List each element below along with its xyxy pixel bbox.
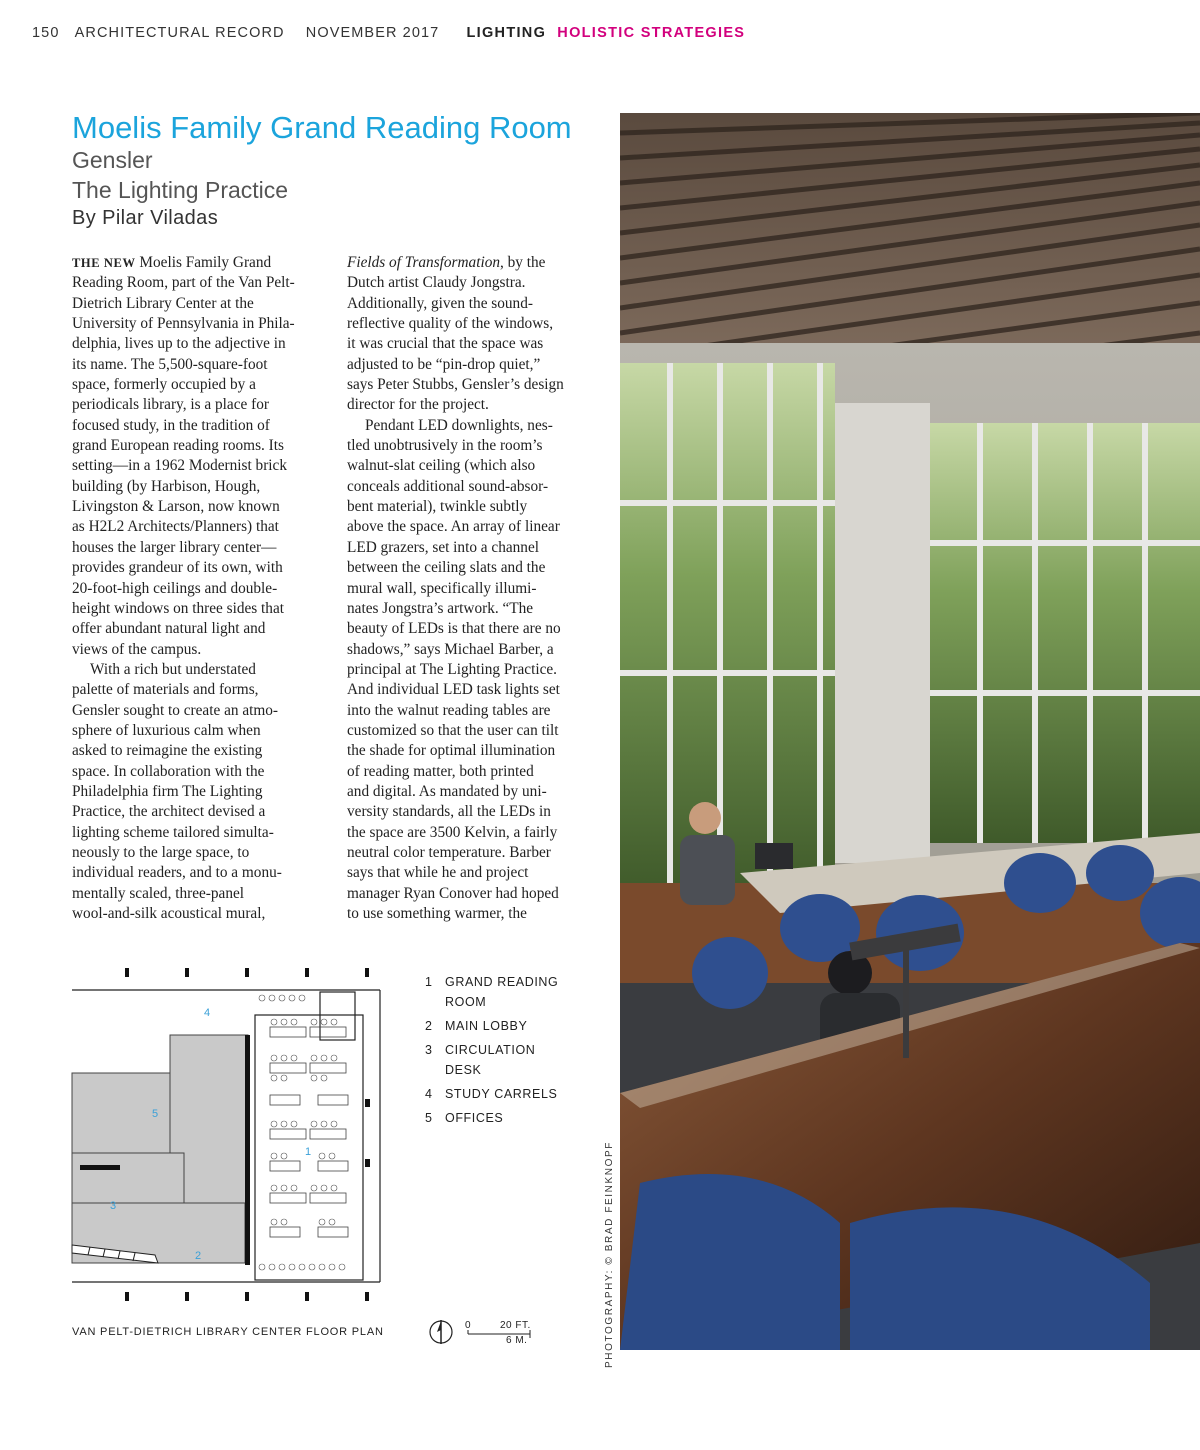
- reading-room-photo: [620, 113, 1200, 1350]
- floor-plan-legend: [425, 972, 605, 1132]
- page-number: 150: [32, 25, 60, 41]
- body-line: 20-foot-high ceilings and double-: [72, 579, 278, 597]
- body-line: it was crucial that the space was: [347, 335, 544, 353]
- architect-firm: Gensler: [72, 147, 153, 173]
- body-line: reflective quality of the windows,: [347, 315, 554, 333]
- body-line: the shade for optimal illumination: [347, 742, 556, 760]
- body-line: neously to the large space, to: [72, 843, 250, 861]
- legend-label: OFFICES: [445, 1111, 504, 1125]
- body-line: versity standards, all the LEDs in: [347, 803, 551, 821]
- body-line: says that while he and project: [347, 864, 529, 882]
- body-line: bent material), twinkle subtly: [347, 498, 528, 516]
- section-name: LIGHTING: [466, 25, 547, 41]
- running-header: [32, 25, 745, 45]
- floor-plan: [70, 965, 392, 1305]
- body-text: Moelis Family Grand: [135, 254, 272, 271]
- body-line: its name. The 5,500-square-foot: [72, 355, 268, 373]
- body-line: as H2L2 Architects/Planners) that: [72, 518, 279, 536]
- body-line: asked to reimagine the existing: [72, 742, 263, 760]
- room-label-4: 4: [204, 1007, 211, 1019]
- body-line: conceals additional sound-absor-: [347, 477, 549, 495]
- body-line: into the walnut reading tables are: [347, 701, 551, 719]
- publication-name: ARCHITECTURAL RECORD: [74, 25, 285, 41]
- scale-zero: 0: [465, 1320, 471, 1331]
- legend-number: 1: [425, 975, 433, 989]
- legend-label: GRAND READING ROOM: [445, 975, 559, 1009]
- body-line: above the space. An array of linear: [347, 518, 560, 536]
- reading-chairs: [259, 995, 345, 1270]
- photo-credit: PHOTOGRAPHY: © BRAD FEINKNOPF: [604, 1141, 615, 1368]
- legend-number: 2: [425, 1019, 433, 1033]
- body-line: space. In collaboration with the: [72, 762, 265, 780]
- body-line: Livingston & Larson, now known: [72, 498, 280, 516]
- subsection-name: HOLISTIC STRATEGIES: [557, 25, 746, 41]
- body-line: Additionally, given the sound-: [347, 294, 533, 312]
- body-column-1: [72, 253, 328, 924]
- artwork-title: Fields of Transformation: [347, 254, 500, 271]
- legend-number: 3: [425, 1043, 433, 1057]
- lighting-firm: The Lighting Practice: [72, 177, 289, 203]
- reading-room-illustration: [620, 113, 1200, 1350]
- body-line: between the ceiling slats and the: [347, 559, 546, 577]
- body-line: palette of materials and forms,: [72, 681, 259, 699]
- body-line: mural wall, specifically illumi-: [347, 579, 537, 597]
- room-label-5: 5: [152, 1108, 159, 1120]
- legend-number: 5: [425, 1111, 433, 1125]
- body-line: provides grandeur of its own, with: [72, 559, 283, 577]
- body-line: building (by Harbison, Hough,: [72, 477, 261, 495]
- body-line: individual readers, and to a monu-: [72, 864, 282, 882]
- body-line: [347, 253, 603, 273]
- body-line: With a rich but understated: [90, 660, 256, 678]
- body-line: shadows,” says Michael Barber, a: [347, 640, 554, 658]
- body-line: Philadelphia firm The Lighting: [72, 782, 263, 800]
- body-line: And individual LED task lights set: [347, 681, 560, 699]
- body-line: walnut-slat ceiling (which also: [347, 457, 536, 475]
- body-line: focused study, in the tradition of: [72, 416, 270, 434]
- legend-item: [425, 1016, 605, 1036]
- body-column-2: [347, 253, 603, 924]
- body-text: , by the: [500, 254, 546, 271]
- room-label-3: 3: [110, 1200, 117, 1212]
- body-line: tled unobtrusively in the room’s: [347, 437, 543, 455]
- body-line: houses the larger library center—: [72, 538, 277, 556]
- body-line: Dutch artist Claudy Jongstra.: [347, 274, 526, 292]
- body-line: says Peter Stubbs, Gensler’s design: [347, 376, 564, 394]
- legend-label: MAIN LOBBY: [445, 1019, 528, 1033]
- body-line: Reading Room, part of the Van Pelt-: [72, 274, 295, 292]
- body-line: customized so that the user can tilt: [347, 721, 559, 739]
- body-line: principal at The Lighting Practice.: [347, 660, 557, 678]
- scale-and-north-arrow: [428, 1318, 538, 1352]
- body-line: to use something warmer, the: [347, 905, 527, 922]
- legend-number: 4: [425, 1087, 433, 1101]
- body-line: sphere of luxurious calm when: [72, 721, 261, 739]
- room-label-1: 1: [305, 1146, 312, 1158]
- body-line: height windows on three sides that: [72, 599, 284, 617]
- body-line: director for the project.: [347, 396, 489, 414]
- legend-item: [425, 1084, 605, 1104]
- body-line: offer abundant natural light and: [72, 620, 266, 638]
- body-line: Practice, the architect devised a: [72, 803, 266, 821]
- body-line: [72, 253, 328, 273]
- body-line: Dietrich Library Center at the: [72, 294, 254, 312]
- article-title: Moelis Family Grand Reading Room: [72, 110, 572, 145]
- body-line: mentally scaled, three-panel: [72, 884, 245, 902]
- body-line: neutral color temperature. Barber: [347, 843, 551, 861]
- legend-label: STUDY CARRELS: [445, 1087, 558, 1101]
- body-line: space, formerly occupied by a: [72, 376, 256, 394]
- body-line: Gensler sought to create an atmo-: [72, 701, 279, 719]
- legend-item: [425, 1040, 605, 1080]
- body-line: University of Pennsylvania in Phila-: [72, 315, 295, 333]
- body-line: beauty of LEDs is that there are no: [347, 620, 561, 638]
- body-line: of reading matter, both printed: [347, 762, 534, 780]
- office-blocks: [72, 1035, 248, 1263]
- body-line: lighting scheme tailored simulta-: [72, 823, 274, 841]
- body-line: periodicals library, is a place for: [72, 396, 269, 414]
- body-line: manager Ryan Conover had hoped: [347, 884, 559, 902]
- body-line: nates Jongstra’s artwork. “The: [347, 599, 534, 617]
- floor-plan-caption: VAN PELT-DIETRICH LIBRARY CENTER FLOOR PLAN: [72, 1326, 384, 1338]
- body-line: grand European reading rooms. Its: [72, 437, 284, 455]
- legend-item: [425, 972, 605, 1012]
- byline: By Pilar Viladas: [72, 207, 219, 229]
- body-line: LED grazers, set into a channel: [347, 538, 539, 556]
- body-line: the space are 3500 Kelvin, a fairly: [347, 823, 558, 841]
- body-line: adjusted to be “pin-drop quiet,”: [347, 355, 541, 373]
- north-arrow-icon: [428, 1318, 458, 1348]
- body-line: views of the campus.: [72, 640, 202, 658]
- body-line: and digital. As mandated by uni-: [347, 782, 547, 800]
- body-line: Pendant LED downlights, nes-: [365, 416, 553, 434]
- body-line: wool-and-silk acoustical mural,: [72, 905, 266, 922]
- body-line: setting—in a 1962 Modernist brick: [72, 457, 287, 475]
- scale-feet: 20 FT.: [500, 1320, 531, 1331]
- issue-date: NOVEMBER 2017: [305, 25, 440, 41]
- legend-label: CIRCULATION DESK: [445, 1043, 536, 1077]
- legend-item: [425, 1108, 605, 1128]
- room-label-2: 2: [195, 1250, 202, 1262]
- scale-meters: 6 M.: [506, 1335, 528, 1346]
- body-line: delphia, lives up to the adjective in: [72, 335, 286, 353]
- lead-in: THE NEW: [72, 256, 136, 270]
